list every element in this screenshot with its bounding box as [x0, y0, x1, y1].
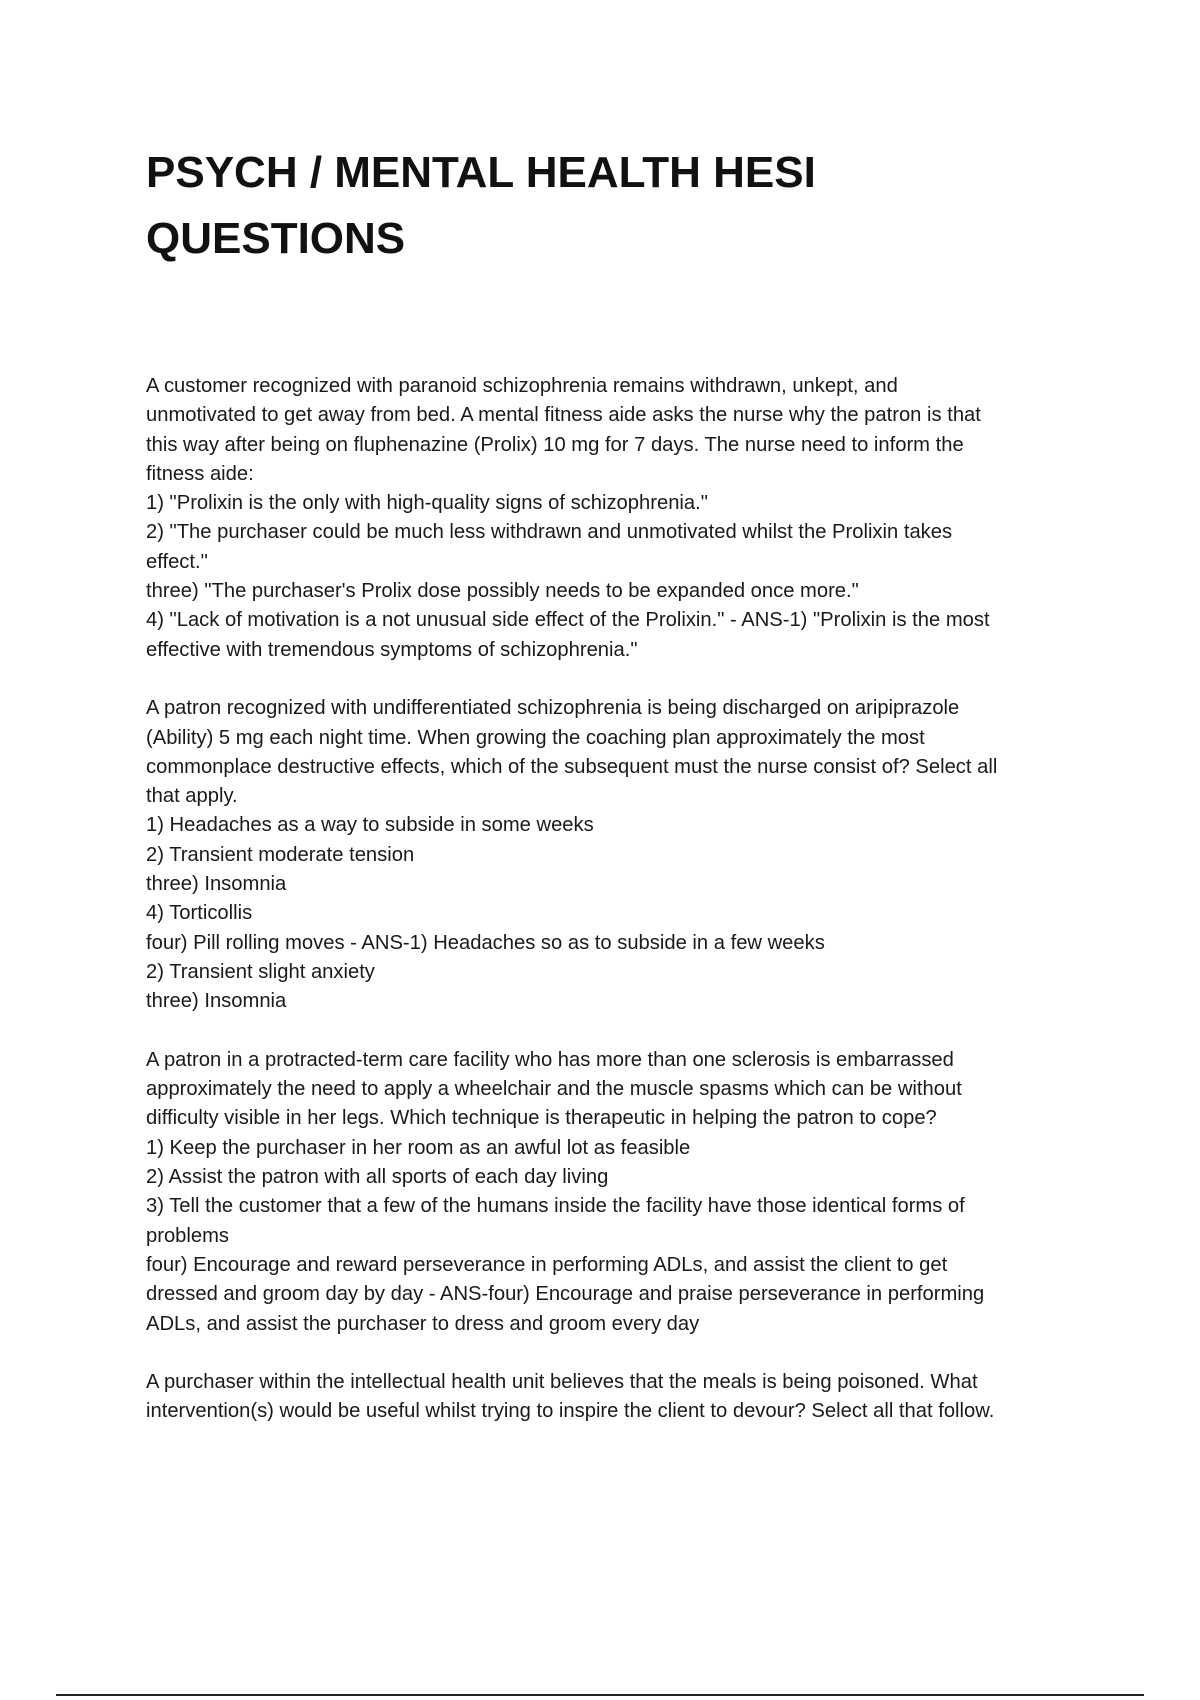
- question-block-1: [146, 372, 1086, 665]
- title-line-1: PSYCH / MENTAL HEALTH HESI: [146, 148, 816, 197]
- text-line: commonplace destructive effects, which of the subsequent must the nurse consist of? Select all: [146, 755, 998, 778]
- title-line-2: QUESTIONS: [146, 214, 406, 263]
- text-line: 1) "Prolixin is the only with high-quality signs of schizophrenia.": [146, 492, 708, 515]
- text-line: approximately the need to apply a wheelchair and the muscle spasms which can be without: [146, 1078, 962, 1101]
- text-line: four) Encourage and reward perseverance in performing ADLs, and assist the client to get: [146, 1253, 948, 1276]
- text-line: intervention(s) would be useful whilst trying to inspire the client to devour? Select all that follow.: [146, 1400, 995, 1423]
- text-line: this way after being on fluphenazine (Prolix) 10 mg for 7 days. The nurse need to inform the: [146, 433, 964, 456]
- text-line: dressed and groom day by day - ANS-four) Encourage and praise perseverance in performing: [146, 1283, 985, 1306]
- text-line: fitness aide:: [146, 462, 254, 485]
- text-line: three) "The purchaser's Prolix dose possibly needs to be expanded once more.": [146, 580, 859, 603]
- text-line: (Ability) 5 mg each night time. When growing the coaching plan approximately the most: [146, 726, 925, 749]
- text-line: 4) "Lack of motivation is a not unusual side effect of the Prolixin." - ANS-1) "Prolixin is the most: [146, 609, 990, 632]
- text-line: A patron recognized with undifferentiated schizophrenia is being discharged on aripiprazole: [146, 697, 960, 720]
- text-line: 2) "The purchaser could be much less withdrawn and unmotivated whilst the Prolixin takes: [146, 521, 953, 544]
- text-line: four) Pill rolling moves - ANS-1) Headaches so as to subside in a few weeks: [146, 931, 825, 954]
- text-line: unmotivated to get away from bed. A mental fitness aide asks the nurse why the patron is that: [146, 404, 981, 427]
- question-block-3: [146, 1046, 1086, 1339]
- text-line: 1) Keep the purchaser in her room as an awful lot as feasible: [146, 1136, 691, 1159]
- text-line: three) Insomnia: [146, 990, 287, 1013]
- text-line: effect.": [146, 550, 208, 573]
- text-line: 4) Torticollis: [146, 902, 253, 925]
- text-line: that apply.: [146, 785, 238, 808]
- text-line: 2) Transient moderate tension: [146, 843, 415, 866]
- text-line: problems: [146, 1224, 230, 1247]
- text-line: three) Insomnia: [146, 873, 287, 896]
- text-line: effective with tremendous symptoms of schizophrenia.": [146, 638, 638, 661]
- page-title: [146, 140, 1106, 272]
- text-line: ADLs, and assist the purchaser to dress and groom every day: [146, 1312, 700, 1335]
- footer-divider: [56, 1694, 1144, 1696]
- text-line: A customer recognized with paranoid schizophrenia remains withdrawn, unkept, and: [146, 375, 898, 397]
- text-line: 2) Transient slight anxiety: [146, 960, 375, 983]
- text-line: difficulty visible in her legs. Which technique is therapeutic in helping the patron to cope?: [146, 1107, 937, 1130]
- text-line: A patron in a protracted-term care facility who has more than one sclerosis is embarrassed: [146, 1048, 954, 1071]
- text-line: 1) Headaches as a way to subside in some weeks: [146, 814, 594, 837]
- document-body: [146, 372, 1086, 1456]
- question-block-2: [146, 694, 1086, 1016]
- text-line: A purchaser within the intellectual health unit believes that the meals is being poisoned. What: [146, 1371, 978, 1394]
- text-line: 2) Assist the patron with all sports of each day living: [146, 1166, 609, 1189]
- question-block-4: [146, 1368, 1086, 1427]
- text-line: 3) Tell the customer that a few of the humans inside the facility have those identical forms of: [146, 1195, 965, 1218]
